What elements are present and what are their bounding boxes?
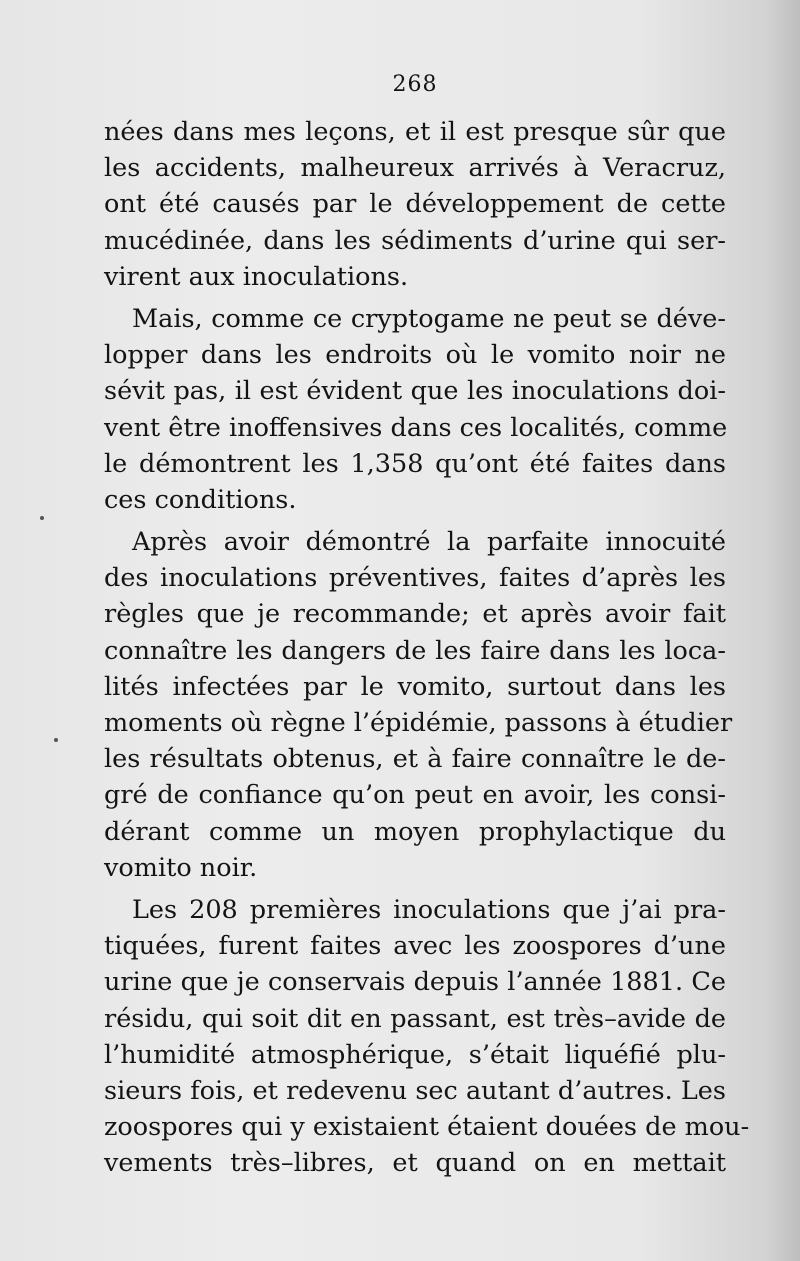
paragraph	[104, 301, 726, 518]
text-line: le démontrent les 1,358 qu’ont été faites dans	[104, 448, 726, 479]
page-number: 268	[392, 72, 438, 97]
text-line: virent aux inoculations.	[104, 261, 409, 292]
text-line: résidu, qui soit dit en passant, est très–avide de	[104, 1003, 726, 1034]
text-line: Après avoir démontré la parfaite innocuité	[132, 527, 726, 558]
text-line: sieurs fois, et redevenu sec autant d’autres. Les	[104, 1075, 726, 1106]
text-line: vent être inoffensives dans ces localités, comme	[104, 412, 728, 443]
text-line: connaître les dangers de les faire dans les loca-	[104, 635, 726, 666]
paragraph	[104, 892, 750, 1182]
text-line: vements très–libres, et quand on en mettait	[104, 1148, 726, 1179]
text-line: nées dans mes leçons, et il est presque sûr que	[104, 117, 726, 147]
text-line: sévit pas, il est évident que les inoculations doi-	[104, 376, 726, 407]
text-line: Les 208 premières inoculations que j’ai pra-	[132, 894, 726, 925]
text-line: lités infectées par le vomito, surtout dans les	[104, 671, 726, 702]
text-line: urine que je conservais depuis l’année 1881. Ce	[104, 967, 726, 998]
text-line: les résultats obtenus, et à faire connaître le de-	[104, 744, 726, 775]
text-line: l’humidité atmosphérique, s’était liquéfié plu-	[104, 1039, 726, 1070]
paragraph	[104, 524, 733, 886]
text-line: règles que je recommande; et après avoir fait	[104, 599, 726, 630]
text-line: tiquées, furent faites avec les zoospores d’une	[104, 931, 726, 962]
text-line: ont été causés par le développement de cette	[104, 189, 726, 220]
text-line: zoospores qui y existaient étaient douées de mou-	[104, 1112, 750, 1143]
text-line: ces conditions.	[104, 484, 297, 515]
paragraph	[104, 114, 726, 295]
ink-speck	[54, 738, 58, 742]
text-line: mucédinée, dans les sédiments d’urine qui ser-	[104, 225, 726, 256]
ink-speck	[40, 516, 44, 520]
text-line: Mais, comme ce cryptogame ne peut se déve-	[132, 303, 726, 334]
text-line: gré de confiance qu’on peut en avoir, les consi-	[104, 780, 726, 811]
text-line: les accidents, malheureux arrivés à Veracruz,	[104, 153, 726, 184]
body-text	[104, 114, 750, 1181]
text-line: des inoculations préventives, faites d’après les	[104, 563, 726, 594]
text-line: moments où règne l’épidémie, passons à étudier	[104, 708, 733, 738]
text-line: dérant comme un moyen prophylactique du	[104, 816, 726, 847]
text-line: lopper dans les endroits où le vomito noir ne	[104, 340, 726, 371]
text-line: vomito noir.	[104, 852, 258, 883]
